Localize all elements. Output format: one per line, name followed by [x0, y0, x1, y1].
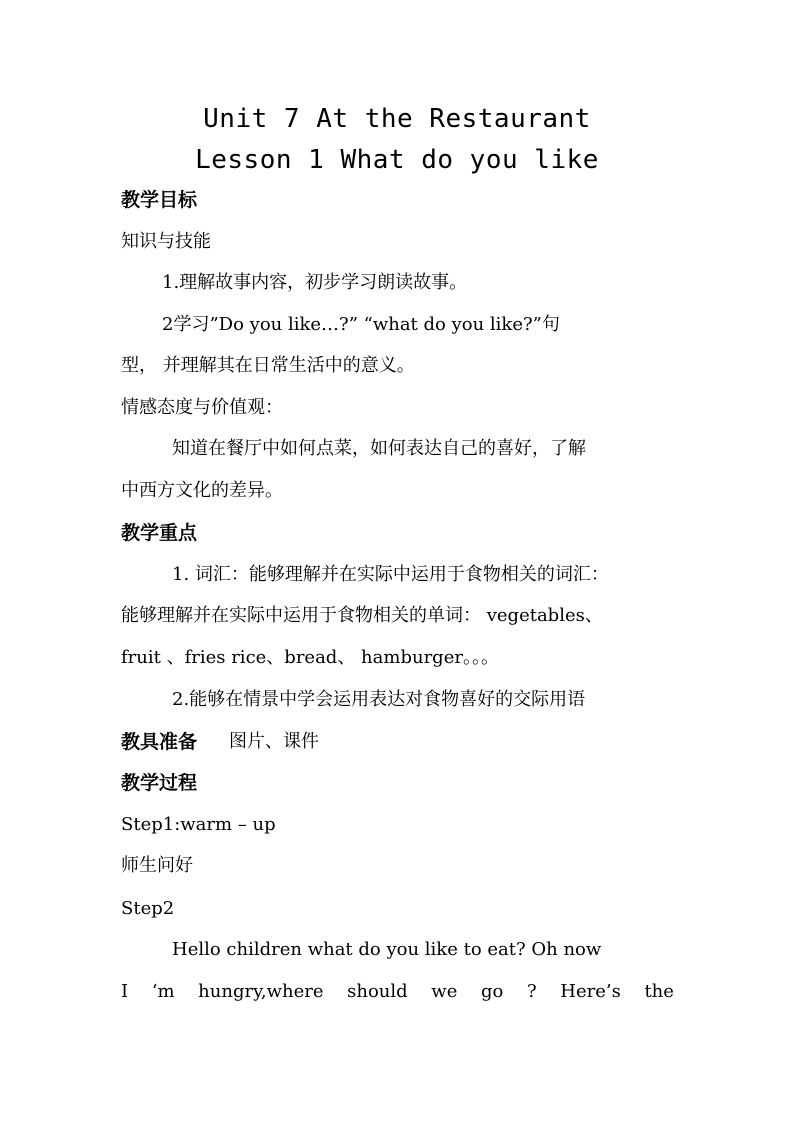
objective-item-1: 1.理解故事内容，初步学习朗读故事。: [162, 272, 468, 293]
objective-item-2-line-2: 型， 并理解其在日常生活中的意义。: [121, 355, 415, 376]
word: we: [431, 981, 458, 1002]
word: Here’s: [560, 981, 621, 1002]
process-heading: 教学过程: [121, 772, 198, 794]
objective-item-2-line-1: 2学习”Do you like…?” “what do you like?”句: [162, 314, 560, 335]
attitude-line-1: 知道在餐厅中如何点菜，如何表达自己的喜好，了解: [172, 438, 586, 459]
step-1: Step1:warm – up: [121, 814, 276, 835]
objectives-heading: 教学目标: [121, 189, 198, 211]
key-point-1-line-2: 能够理解并在实际中运用于食物相关的单词： vegetables、: [121, 605, 603, 626]
word: go: [480, 981, 504, 1002]
title-line-1: Unit 7 At the Restaurant: [203, 104, 591, 134]
key-point-1-line-1: 1. 词汇：能够理解并在实际中运用于食物相关的词汇：: [172, 564, 609, 585]
attitude-label: 情感态度与价值观：: [121, 397, 283, 418]
key-point-1-line-3: fruit 、fries rice、bread、 hamburger。。。: [121, 647, 499, 668]
key-points-heading: 教学重点: [121, 522, 198, 544]
key-point-2: 2.能够在情景中学会运用表达对食物喜好的交际用语: [172, 689, 586, 710]
knowledge-skills-label: 知识与技能: [121, 231, 211, 252]
word: I: [121, 981, 129, 1002]
attitude-line-2: 中西方文化的差异。: [121, 480, 283, 501]
word: hungry,where: [198, 981, 324, 1002]
materials-text: 图片、课件: [229, 731, 319, 752]
word: ‘m: [151, 981, 175, 1002]
word: ?: [526, 981, 537, 1002]
step-2-line-1: Hello children what do you like to eat? Oh now: [172, 939, 602, 960]
word: the: [644, 981, 674, 1002]
greeting: 师生问好: [121, 855, 193, 876]
materials-heading: 教具准备: [121, 731, 198, 753]
word: should: [347, 981, 408, 1002]
title-line-2: Lesson 1 What do you like: [195, 145, 599, 175]
step-2-line-2: [121, 980, 674, 1004]
step-2: Step2: [121, 898, 175, 919]
